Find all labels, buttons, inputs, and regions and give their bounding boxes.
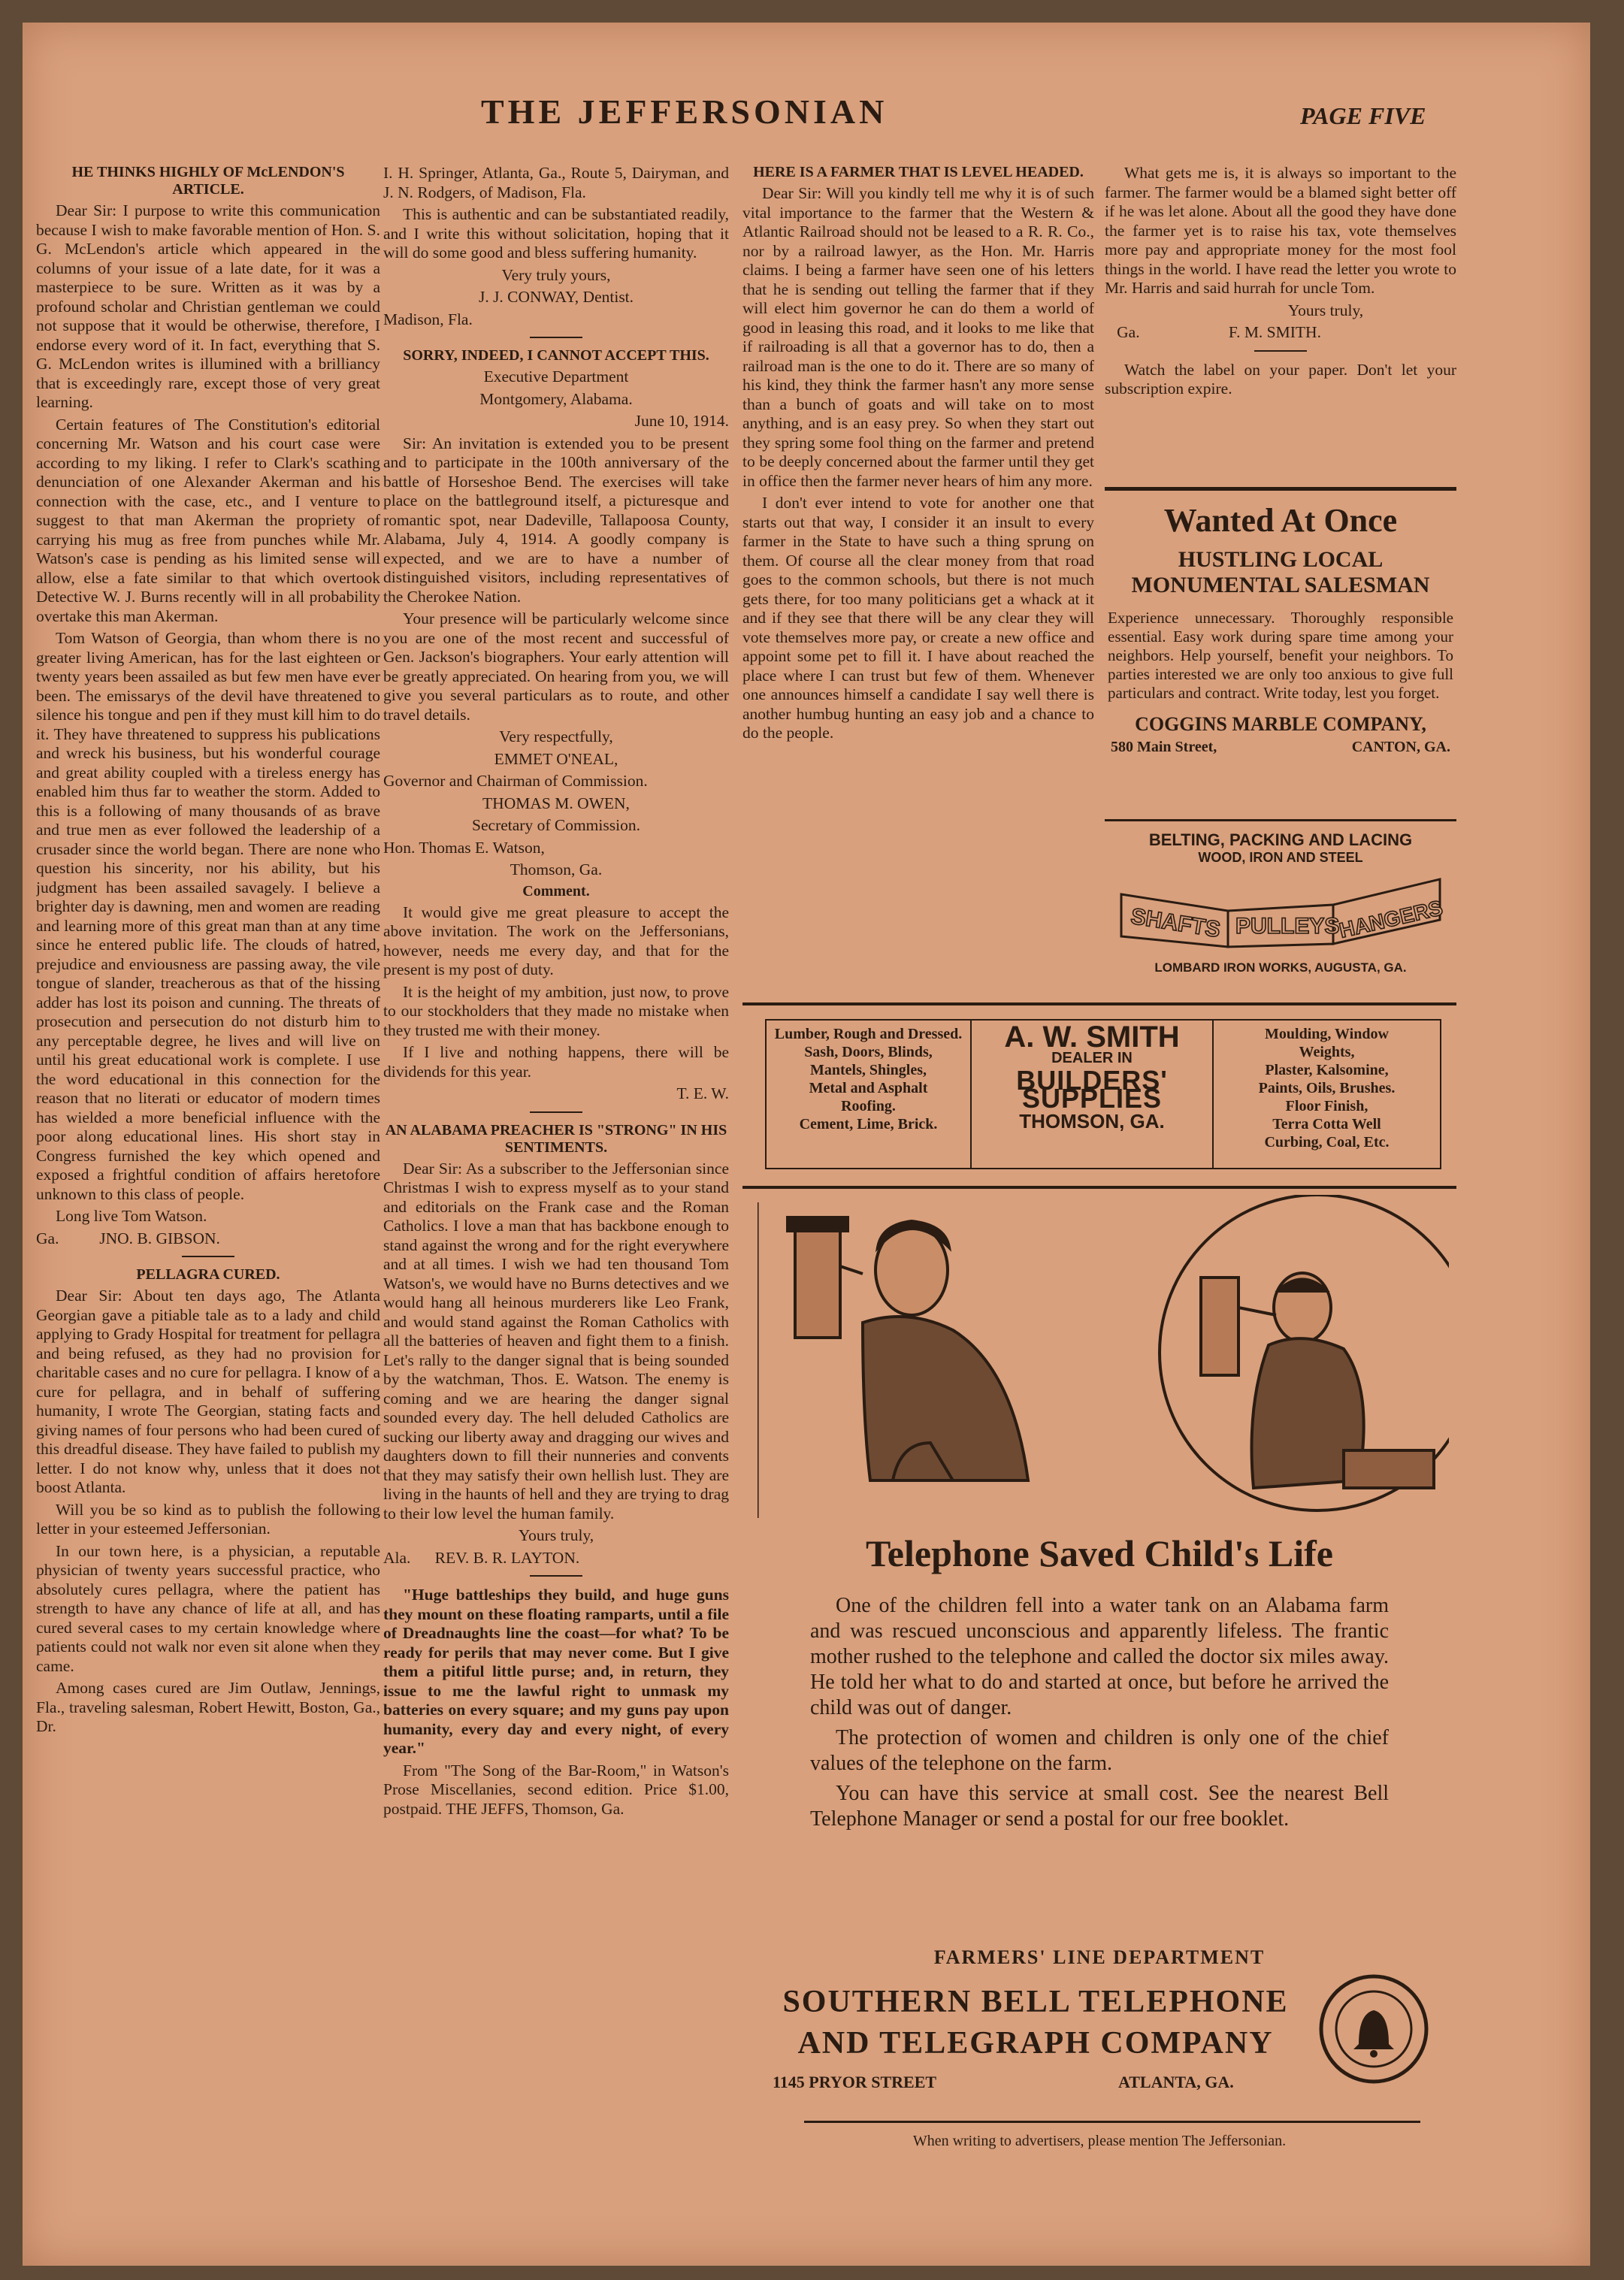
closing: Yours truly, [1287,301,1364,319]
belting-footer: LOMBARD IRON WORKS, AUGUSTA, GA. [1154,960,1407,975]
signature: F. M. SMITH. [1228,323,1321,341]
smith-left-list [765,1019,972,1169]
smith-ad [742,1002,1456,1189]
banner-word: SHAFTS [1129,903,1223,943]
divider [530,337,582,338]
ad-city: CANTON, GA. [1351,739,1450,755]
banner-word: PULLEYS [1235,914,1340,939]
signer: EMMET O'NEAL, [494,749,618,768]
list-item: Weights, [1299,1044,1355,1060]
bell-body [810,1593,1389,1837]
column-2 [383,164,729,2245]
paragraph: Dear Sir: About ten days ago, The Atlanta Georgian gave a pitiable tale as to a lady and child applying to Grady Hospital for treatment for pellagra and being refused, as they had no provision for charitable cases and no cure for pellagra. I know of a cure for pellagra, and in behalf of suffering humanity, I wrote The Georgian, stating facts and giving names of four persons who had been cured of this dreadful disease. They have failed to publish my letter. I do not know why, unless that it does not boost Atlanta. [36,1287,380,1496]
bell-city: ATLANTA, GA. [1118,2073,1234,2091]
newspaper-page [23,23,1590,2266]
bell-company-line2: AND TELEGRAPH COMPANY [797,2026,1274,2061]
divider [1254,350,1307,352]
divider [182,1256,234,1257]
date: June 10, 1914. [634,412,729,430]
smith-builders: BUILDERS' SUPPLIES [1016,1065,1168,1114]
divider [530,1575,582,1577]
telephone-illustration [758,1195,1449,1526]
department: Executive Department [483,367,629,386]
column-1 [36,164,380,2245]
banner-word: HANGERS [1337,896,1445,942]
paragraph: What gets me is, it is always so important to the farmer. The farmer would be a blamed sight better off if he was let alone. About all the good they have done the farmer yet is to raise his tax, vote themselves more pay and appropriate money for the most fool things in the world. I have read the letter you wrote to Mr. Harris and said hurrah for uncle Tom. [1105,164,1456,297]
column-3 [742,164,1094,983]
bell-department: FARMERS' LINE DEPARTMENT [933,1946,1266,1968]
paragraph: Dear Sir: I purpose to write this communication because I wish to make favorable mention of Hon. S. G. McLendon's article which appeared in the columns of your issue of a late date, for it was a masterpiece to be sure. Written as it was by a profound scholar and Christian gentleman we could not suppose that it would be otherwise, therefore, I endorse every word of it. In fact, everything that S. G. McLendon writes is illumined with a brilliancy that is exceedingly rare, except those of very great learning. [36,201,380,411]
paragraph: I don't ever intend to vote for another one that starts out that way, I consider it an insult to every farmer in the State to have such a thing sprung on them. Of course all the clear money from that road goes to the common schools, but there is not much gets there, for too many politicians get a whack at it and if they see that there will be any clear they will vote themselves more pay, or create a new office and appoint some pet to fill it. I have about reached the place where I can trust but few of them. Whenever one announces himself a candidate I say well there is another humbug hunting an easy job and a chance to do the people. [742,494,1094,742]
article-heading: PELLAGRA CURED. [136,1266,280,1283]
list-item: Curbing, Coal, Etc. [1264,1134,1390,1151]
place: Madison, Fla. [383,310,473,328]
list-item: Moulding, Window [1265,1026,1389,1042]
footer-rule [804,2121,1420,2123]
paragraph: In our town here, is a physician, a reputable physician of twenty years successful practice, who absolutely cures pellagra, where the patient has strength to have any chance of life at all, and has cured several cases to my certain knowledge where patients could not walk nor even sit alone when they came. [36,1541,380,1675]
list-item: Floor Finish, [1285,1098,1368,1114]
paragraph: If I live and nothing happens, there will be dividends for this year. [383,1043,729,1081]
smith-right-list [1212,1019,1441,1169]
signer: J. J. CONWAY, Dentist. [478,288,634,306]
closing: Very respectfully, [499,727,613,745]
signature: JNO. B. GIBSON. [99,1229,220,1247]
bell-street: 1145 PRYOR STREET [773,2073,937,2091]
list-item: Metal and Asphalt [809,1080,928,1096]
doctor-at-telephone-figure [1160,1195,1449,1510]
ad-street: 580 Main Street, [1111,739,1217,755]
ad-body: Experience unnecessary. Thoroughly responsible essential. Easy work during spare time among your neighbors. Help yourself, benefit your neighbors. To parties interested we are only too anxious to give full particulars and contract. Write today, lest you forget. [1108,609,1453,702]
paragraph: The protection of women and children is only one of the chief values of the telephone on the farm. [810,1726,1389,1775]
list-item: Roofing. [841,1098,896,1114]
paragraph: It is the height of my ambition, just now, to prove to our stockholders that they made no mistake when they trusted me with their money. [383,982,729,1039]
list-item: Terra Cotta Well [1272,1116,1381,1132]
signature-place: Ala. [383,1548,411,1567]
closing: Very truly yours, [501,265,611,284]
belting-ad [1105,819,1456,1002]
wanted-ad [1105,487,1456,814]
closing: Yours truly, [518,1526,594,1544]
paragraph: This is authentic and can be substantiated readily, and I write this without solicitation, hoping that it will do some good and bless suffering humanity. [383,205,729,262]
addressee: Hon. Thomas E. Watson, [383,838,545,857]
paragraph: You can have this service at small cost. See the nearest Bell Telephone Manager or send a postal for our free booklet. [810,1782,1389,1831]
woman-at-telephone-figure [758,1202,1028,1518]
signature-place: Ga. [1117,323,1140,341]
belting-line2: WOOD, IRON AND STEEL [1198,850,1363,865]
bell-logo-icon [1317,1973,1430,2085]
bell-telephone-ad [742,1195,1456,2149]
article-heading: HE THINKS HIGHLY OF McLENDON'S ARTICLE. [71,164,345,198]
paragraph: It would give me great pleasure to accept the above invitation. The work on the Jeffersonians, however, needs me every day, and that for the present is my post of duty. [383,903,729,978]
title: Governor and Chairman of Commission. [383,772,648,790]
quote: "Huge battleships they build, and huge guns they mount on these floating ramparts, until a file of Dreadnaughts line the coast—for what? To be ready for perils that may never come. But I give them a pitiful little purse; and, in return, they issue to me the lawful right to unmask my batteries on every square; and my guns pay upon humanity, every day and every night, of every year." [383,1586,729,1757]
shafts-pulleys-hangers-banner [1115,872,1446,954]
list-item: Cement, Lime, Brick. [799,1116,938,1132]
comment-signature: T. E. W. [676,1084,729,1102]
smith-name: A. W. SMITH [1004,1021,1180,1054]
signature-line [383,1549,729,1568]
smith-city: THOMSON, GA. [1019,1110,1165,1132]
paragraph: Your presence will be particularly welcome since you are one of the most recent and successful of Gen. Jackson's biographers. Your early attention will be greatly appreciated. On hearing from you, we will give you several particulars as to route, and other travel details. [383,609,729,724]
source: From "The Song of the Bar-Room," in Watson's Prose Miscellanies, second edition. Price $1.00, postpaid. THE JEFFS, Thomson, Ga. [383,1761,729,1818]
signature-line [36,1229,380,1249]
article-heading: SORRY, INDEED, I CANNOT ACCEPT THIS. [403,347,709,364]
ad-address [1105,739,1456,756]
article-heading: HERE IS A FARMER THAT IS LEVEL HEADED. [753,164,1084,180]
comment-heading: Comment. [522,882,590,900]
page-number: PAGE FIVE [1300,102,1426,129]
city: Montgomery, Alabama. [479,389,633,408]
list-item: Lumber, Rough and Dressed. [774,1026,963,1042]
paragraph: Tom Watson of Georgia, than whom there is no greater living American, has for the last eighteen or twenty years been assailed as but few men have ever been. The emissarys of the devil have threatened to silence his tongue and pen if they must kill him to do it. They have threatened to suppress his publications and wreck his business, but his wonderful courage and great ability coupled with a tireless energy has enabled him thus far to weather the storm. Added to this is a following of many thousands of as brave and true men as ever followed the leadership of a crusader since the world began. There are none who question his sincerity, nor his ability, but his judgment has been assailed savagely. I believe a brighter day is dawning, men and women are reading and learning more of this great man than at any time since he entered public life. The clouds of hatred, prejudice and enviousness are passing away, the vile tongue of slander, treacherous as that of the hissing adder has lost its poison and cunning. The threats of prosecution and persecution do not disturb him to any perceptable degree, he lives and will live on until his great educational work is complete. I use the word educational in this connection for the reason that no literati or educator of modern times has wielded a more beneficial influence with the poor along educational lines. His short stay in Congress furnished the key which opened and exposed a frightful condition of affairs heretofore unknown to this class of people. [36,629,380,1203]
paragraph: Dear Sir: As a subscriber to the Jeffersonian since Christmas I wish to express myself as to your stand and editorials on the Frank case and the Roman Catholics. I love a man that has backbone enough to stand against the wrong and for the right everywhere and at all times. I wish we had ten thousand Tom Watson's, we would have no Burns detectives and we would hang all heinous murderers like Leo Frank, and would stand against the Roman Catholics with all the batteries of heaven and fight them to a finish. Let's rally to the danger signal that is being sounded by the watchman, Thos. E. Watson. The enemy is coming and we are hearing the danger signal sounded every day. The hell deluded Catholics are sucking our liberty away and dragging our wives and daughters down to fill their nunneries and convents that they may satisfy their own hellish lust. They are living in the haunts of hell and they are trying to drag to their low level the human family. [383,1159,729,1523]
masthead: THE JEFFERSONIAN [481,92,888,131]
paragraph: Sir: An invitation is extended you to be present and to participate in the 100th anniversary of the battle of Horseshoe Bend. The exercises will take place on the battleground itself, a picturesque and romantic spot, near Dadeville, Tallapoosa County, Alabama, July 4, 1914. A goodly company is expected, and we are to have a number of distinguished visitors, including representatives of the Cherokee Nation. [383,434,729,606]
ad-subtitle: HUSTLING LOCAL MONUMENTAL SALESMAN [1131,547,1430,597]
smith-dealer: DEALER IN [1051,1050,1133,1066]
list-item: Paints, Oils, Brushes. [1258,1080,1396,1096]
smith-center [972,1019,1212,1169]
signature-place: Ga. [36,1229,59,1247]
list-item: Mantels, Shingles, [809,1062,927,1078]
footer-note: When writing to advertisers, please mention The Jeffersonian. [912,2133,1287,2149]
addressee-city: Thomson, Ga. [510,860,603,878]
paragraph: Will you be so kind as to publish the following letter in your esteemed Jeffersonian. [36,1500,380,1538]
bell-company-line1: SOUTHERN BELL TELEPHONE [782,1985,1289,2019]
article-heading: AN ALABAMA PREACHER IS "STRONG" IN HIS SENTIMENTS. [385,1121,727,1156]
divider [530,1111,582,1113]
paragraph: Dear Sir: Will you kindly tell me why it is of such vital importance to the farmer that the Western & Atlantic Railroad should not be leased to a R. R. Co., nor by a railroad lawyer, as the Hon. Mr. Harris claims. I being a farmer have seen one of his letters that he is sending out telling the farmer that if they will elect him governor he can do them a world of good in leasing this road, and it looks to me like that if railroading is all that a governor has to do, then a railroad man is the one to do it. There are so many of his kind, they think the farmer hasn't any more sense than a bunch of goats and will take on to most anything, and is an easy prey. So when they start out they spring some fool thing on the farmer and pretend to be deeply concerned about the farmer until they get in office then the farmer never hears of him any more. [742,184,1094,490]
signature-line [1105,323,1456,343]
signer: THOMAS M. OWEN, [482,794,630,812]
list-item: Plaster, Kalsomine, [1265,1062,1389,1078]
paragraph: One of the children fell into a water tank on an Alabama farm and was rescued unconscious and apparently lifeless. The frantic mother rushed to the telephone and called the doctor six miles away. He told her what to do and started at once, but before he arrived the child was out of danger. [810,1594,1389,1719]
ad-company: COGGINS MARBLE COMPANY, [1135,713,1426,735]
list-item: Sash, Doors, Blinds, [804,1044,933,1060]
paragraph: I. H. Springer, Atlanta, Ga., Route 5, Dairyman, and J. N. Rodgers, of Madison, Fla. [383,164,729,201]
column-4 [1105,164,1456,479]
signature: REV. B. R. LAYTON. [434,1548,580,1567]
subscription-notice: Watch the label on your paper. Don't let your subscription expire. [1105,360,1456,398]
belting-line1: BELTING, PACKING AND LACING [1148,830,1413,849]
paragraph: Long live Tom Watson. [56,1207,207,1225]
bell-headline: Telephone Saved Child's Life [866,1532,1333,1574]
paragraph: Among cases cured are Jim Outlaw, Jennings, Fla., traveling salesman, Robert Hewitt, Boston, Ga., Dr. [36,1679,380,1735]
paragraph: Certain features of The Constitution's editorial concerning Mr. Watson and his court case were according to my liking. I refer to Clark's scathing denunciation of one Alexander Akerman and his connection with the case, etc., and I venture to suggest to that man Akerman the propriety of carrying his mug as free from punches while Mr. Watson's case is pending as his limited sense will allow, else a fate similar to that which overtook Detective W. J. Burns recently will in all probability overtake this man Akerman. [36,415,380,625]
title: Secretary of Commission. [472,816,640,834]
ad-title: Wanted At Once [1163,502,1398,539]
